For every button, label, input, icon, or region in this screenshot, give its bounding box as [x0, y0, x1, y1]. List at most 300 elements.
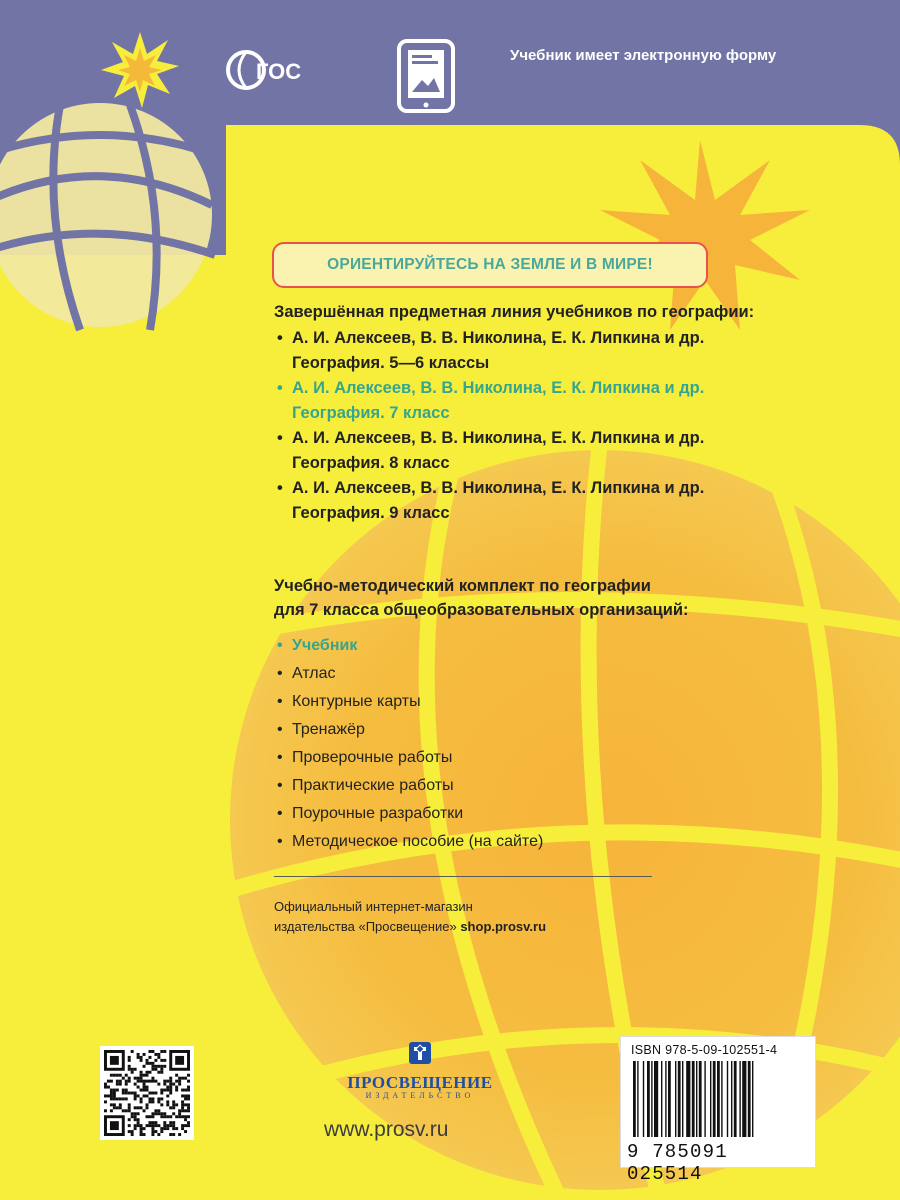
qr-module: [128, 1056, 131, 1059]
qr-module: [128, 1106, 131, 1109]
qr-module: [146, 1086, 149, 1089]
barcode-bar: [637, 1061, 638, 1137]
qr-module: [122, 1109, 125, 1112]
qr-module: [160, 1068, 163, 1071]
qr-module: [160, 1050, 163, 1053]
qr-module: [181, 1100, 184, 1103]
qr-module: [175, 1089, 178, 1092]
qr-module: [110, 1089, 113, 1092]
fgos-text: ГОС: [256, 59, 302, 84]
bullet: •: [277, 479, 283, 497]
bullet: •: [277, 721, 283, 738]
qr-module: [184, 1097, 187, 1100]
qr-module: [163, 1089, 166, 1092]
qr-module: [134, 1094, 137, 1097]
qr-module: [122, 1077, 125, 1080]
barcode-bar: [717, 1061, 720, 1137]
qr-module: [163, 1127, 166, 1130]
qr-module: [110, 1080, 113, 1083]
qr-module: [166, 1127, 169, 1130]
shop-line1: Официальный интернет-магазин: [274, 899, 473, 914]
qr-module: [146, 1106, 149, 1109]
qr-module: [125, 1097, 128, 1100]
qr-module: [113, 1094, 116, 1097]
barcode-bar: [704, 1061, 705, 1137]
qr-module: [128, 1077, 131, 1080]
qr-module: [148, 1100, 151, 1103]
qr-module: [163, 1080, 166, 1083]
qr-module: [157, 1124, 160, 1127]
qr-module: [172, 1100, 175, 1103]
barcode-bar: [651, 1061, 652, 1137]
qr-module: [151, 1127, 154, 1130]
qr-module: [148, 1062, 151, 1065]
barcode-bar: [696, 1061, 697, 1137]
qr-module: [154, 1121, 157, 1124]
qr-module: [154, 1092, 157, 1095]
qr-module: [146, 1089, 149, 1092]
qr-module: [154, 1109, 157, 1112]
qr-module: [163, 1065, 166, 1068]
book-item: [274, 326, 874, 376]
qr-module: [160, 1097, 163, 1100]
barcode-bar: [647, 1061, 650, 1137]
qr-module: [187, 1109, 190, 1112]
qr-module: [163, 1083, 166, 1086]
qr-module: [169, 1124, 172, 1127]
qr-module: [178, 1077, 181, 1080]
barcode-bar: [748, 1061, 751, 1137]
qr-module: [157, 1083, 160, 1086]
qr-module: [148, 1080, 151, 1083]
qr-module: [154, 1068, 157, 1071]
ean-digits: 9 785091 025514: [627, 1141, 728, 1185]
bullet: •: [277, 637, 283, 654]
kit-item-methodical: • Методическое пособие (на сайте): [274, 828, 874, 856]
book-title: География. 8 класс: [292, 454, 450, 472]
qr-module: [187, 1080, 190, 1083]
qr-module: [175, 1074, 178, 1077]
qr-module: [163, 1124, 166, 1127]
qr-module: [131, 1050, 134, 1053]
qr-module: [181, 1094, 184, 1097]
qr-module: [143, 1065, 146, 1068]
qr-module: [104, 1109, 107, 1112]
qr-module: [140, 1074, 143, 1077]
qr-module: [187, 1094, 190, 1097]
book-item: [274, 476, 874, 526]
qr-module: [184, 1124, 187, 1127]
qr-module: [151, 1068, 154, 1071]
qr-module: [128, 1065, 131, 1068]
qr-module: [181, 1115, 184, 1118]
bullet: •: [277, 749, 283, 766]
qr-module: [178, 1115, 181, 1118]
qr-module: [116, 1106, 119, 1109]
qr-module: [181, 1089, 184, 1092]
qr-module: [113, 1092, 116, 1095]
qr-module: [110, 1121, 119, 1130]
book-authors: А. И. Алексеев, В. В. Николина, Е. К. Липкина и др.: [292, 429, 705, 447]
barcode-bar: [678, 1061, 681, 1137]
qr-module: [160, 1130, 163, 1133]
qr-module: [143, 1127, 146, 1130]
qr-module: [113, 1103, 116, 1106]
qr-module: [148, 1115, 151, 1118]
book-authors: А. И. Алексеев, В. В. Николина, Е. К. Липкина и др.: [292, 329, 705, 347]
qr-module: [181, 1127, 184, 1130]
qr-module: [140, 1133, 143, 1136]
bullet: •: [277, 833, 283, 850]
qr-module: [181, 1109, 184, 1112]
kit-item-tests: • Проверочные работы: [274, 744, 874, 772]
qr-module: [166, 1124, 169, 1127]
book-item: [274, 426, 874, 476]
qr-module: [181, 1124, 184, 1127]
qr-module: [151, 1097, 154, 1100]
qr-module: [160, 1127, 163, 1130]
qr-module: [148, 1124, 151, 1127]
qr-module: [181, 1106, 184, 1109]
qr-code: [100, 1046, 194, 1140]
qr-module: [160, 1103, 163, 1106]
qr-module: [181, 1103, 184, 1106]
qr-module: [137, 1106, 140, 1109]
qr-module: [151, 1124, 154, 1127]
qr-module: [163, 1059, 166, 1062]
qr-module: [113, 1089, 116, 1092]
qr-module: [140, 1124, 143, 1127]
qr-module: [169, 1080, 172, 1083]
qr-module: [110, 1103, 113, 1106]
book-authors: А. И. Алексеев, В. В. Николина, Е. К. Липкина и др.: [292, 379, 705, 397]
qr-module: [160, 1112, 163, 1115]
qr-module: [113, 1097, 116, 1100]
qr-module: [122, 1092, 125, 1095]
qr-module: [122, 1097, 125, 1100]
qr-module: [107, 1080, 110, 1083]
qr-module: [140, 1097, 143, 1100]
qr-module: [154, 1124, 157, 1127]
qr-module: [154, 1130, 157, 1133]
qr-module: [137, 1121, 140, 1124]
qr-module: [163, 1112, 166, 1115]
qr-module: [175, 1127, 178, 1130]
qr-module: [146, 1115, 149, 1118]
qr-module: [172, 1083, 175, 1086]
qr-module: [154, 1059, 157, 1062]
bullet: •: [277, 777, 283, 794]
qr-module: [175, 1115, 178, 1118]
publisher-logo: [320, 1040, 520, 1100]
qr-module: [184, 1115, 187, 1118]
qr-module: [143, 1086, 146, 1089]
barcode-bar: [682, 1061, 683, 1137]
qr-module: [160, 1089, 163, 1092]
qr-module: [143, 1080, 146, 1083]
qr-module: [151, 1062, 154, 1065]
shop-info: [274, 897, 546, 937]
qr-module: [119, 1074, 122, 1077]
kit-heading-line2: для 7 класса общеобразовательных организаций:: [274, 601, 689, 619]
qr-module: [122, 1089, 125, 1092]
qr-module: [110, 1074, 113, 1077]
barcode-bar: [752, 1061, 753, 1137]
kit-item-atlas: • Атлас: [274, 660, 874, 688]
qr-module: [166, 1100, 169, 1103]
qr-module: [131, 1115, 134, 1118]
qr-module: [110, 1094, 113, 1097]
qr-module: [143, 1074, 146, 1077]
qr-module: [184, 1089, 187, 1092]
qr-module: [134, 1106, 137, 1109]
kit-heading: [274, 574, 874, 622]
qr-module: [131, 1068, 134, 1071]
qr-module: [166, 1089, 169, 1092]
sun-burst-icon: [100, 30, 180, 110]
qr-module: [172, 1133, 175, 1136]
bullet: •: [277, 805, 283, 822]
qr-module: [154, 1112, 157, 1115]
book-item-active: [274, 376, 874, 426]
qr-module: [151, 1100, 154, 1103]
qr-module: [166, 1103, 169, 1106]
slogan-box: [272, 242, 708, 288]
qr-module: [187, 1121, 190, 1124]
qr-module: [154, 1080, 157, 1083]
qr-module: [157, 1112, 160, 1115]
qr-module: [157, 1100, 160, 1103]
qr-module: [110, 1097, 113, 1100]
qr-module: [140, 1059, 143, 1062]
prosveshchenie-emblem-icon: [407, 1040, 433, 1066]
qr-module: [178, 1109, 181, 1112]
barcode-bar: [710, 1061, 711, 1137]
qr-module: [151, 1121, 154, 1124]
barcode-bar: [665, 1061, 666, 1137]
barcode-bar: [739, 1061, 740, 1137]
qr-module: [137, 1077, 140, 1080]
qr-module: [166, 1080, 169, 1083]
kit-list: [274, 632, 874, 856]
qr-module: [143, 1133, 146, 1136]
qr-module: [107, 1086, 110, 1089]
qr-module: [131, 1112, 134, 1115]
qr-module: [187, 1103, 190, 1106]
barcode-bar: [654, 1061, 658, 1137]
qr-module: [157, 1065, 160, 1068]
qr-module: [151, 1133, 154, 1136]
qr-module: [140, 1056, 143, 1059]
qr-module: [169, 1133, 172, 1136]
series-heading: Завершённая предметная линия учебников по географии:: [274, 303, 755, 321]
qr-module: [184, 1077, 187, 1080]
qr-module: [157, 1097, 160, 1100]
barcode-bar: [668, 1061, 671, 1137]
qr-module: [154, 1065, 157, 1068]
qr-module: [148, 1121, 151, 1124]
kit-item-contour-maps: • Контурные карты: [274, 688, 874, 716]
qr-module: [125, 1083, 128, 1086]
fgos-logo-icon: [222, 42, 302, 98]
qr-module: [131, 1092, 134, 1095]
barcode-bar: [721, 1061, 722, 1137]
qr-module: [140, 1077, 143, 1080]
qr-module: [128, 1103, 131, 1106]
barcode-bar: [734, 1061, 737, 1137]
qr-module: [148, 1056, 151, 1059]
qr-module: [134, 1068, 137, 1071]
qr-module: [175, 1103, 178, 1106]
qr-module: [157, 1056, 160, 1059]
qr-module: [104, 1094, 107, 1097]
qr-module: [172, 1127, 175, 1130]
qr-module: [119, 1106, 122, 1109]
qr-module: [148, 1097, 151, 1100]
qr-module: [116, 1080, 119, 1083]
qr-module: [140, 1080, 143, 1083]
qr-module: [110, 1109, 113, 1112]
qr-module: [146, 1071, 149, 1074]
qr-module: [169, 1106, 172, 1109]
qr-module: [146, 1094, 149, 1097]
qr-module: [151, 1050, 154, 1053]
qr-module: [172, 1112, 175, 1115]
qr-module: [184, 1130, 187, 1133]
qr-module: [160, 1115, 163, 1118]
bullet: •: [277, 429, 283, 447]
qr-module: [146, 1074, 149, 1077]
qr-module: [169, 1086, 172, 1089]
qr-module: [169, 1092, 172, 1095]
qr-module: [151, 1130, 154, 1133]
qr-module: [137, 1094, 140, 1097]
qr-module: [166, 1115, 169, 1118]
qr-module: [137, 1056, 140, 1059]
qr-module: [160, 1059, 163, 1062]
qr-module: [128, 1118, 131, 1121]
barcode-bar: [633, 1061, 636, 1137]
qr-module: [187, 1086, 190, 1089]
qr-module: [184, 1103, 187, 1106]
book-title: География. 7 класс: [292, 404, 450, 422]
qr-module: [134, 1118, 137, 1121]
qr-module: [143, 1083, 146, 1086]
barcode-bar: [713, 1061, 716, 1137]
shop-line2: издательства «Просвещение» shop.prosv.ru: [274, 919, 547, 934]
qr-module: [146, 1103, 149, 1106]
qr-module: [125, 1109, 128, 1112]
qr-module: [134, 1097, 137, 1100]
qr-module: [143, 1109, 146, 1112]
qr-module: [175, 1086, 178, 1089]
qr-module: [113, 1074, 116, 1077]
barcode-bar: [675, 1061, 676, 1137]
qr-module: [125, 1080, 128, 1083]
qr-module: [163, 1050, 166, 1053]
barcode-bar: [661, 1061, 662, 1137]
qr-module: [134, 1083, 137, 1086]
qr-module: [140, 1127, 143, 1130]
qr-module: [181, 1077, 184, 1080]
qr-module: [175, 1056, 184, 1065]
qr-module: [146, 1080, 149, 1083]
qr-module: [107, 1094, 110, 1097]
qr-module: [128, 1130, 131, 1133]
qr-module: [169, 1083, 172, 1086]
barcode-bar: [731, 1061, 732, 1137]
qr-module: [151, 1065, 154, 1068]
qr-module: [134, 1127, 137, 1130]
qr-module: [169, 1121, 172, 1124]
barcode-bar: [727, 1061, 728, 1137]
qr-module: [134, 1112, 137, 1115]
qr-module: [131, 1130, 134, 1133]
electronic-form-notice: Учебник имеет электронную форму: [510, 47, 777, 64]
qr-module: [178, 1080, 181, 1083]
book-authors: А. И. Алексеев, В. В. Николина, Е. К. Липкина и др.: [292, 479, 705, 497]
qr-module: [140, 1089, 143, 1092]
kit-item-trainer: • Тренажёр: [274, 716, 874, 744]
qr-module: [134, 1124, 137, 1127]
book-series-list: [274, 326, 874, 526]
qr-module: [116, 1083, 119, 1086]
qr-module: [175, 1080, 178, 1083]
book-title: География. 9 класс: [292, 504, 450, 522]
qr-module: [157, 1071, 160, 1074]
qr-module: [134, 1077, 137, 1080]
qr-module: [110, 1092, 113, 1095]
qr-module: [137, 1124, 140, 1127]
qr-module: [137, 1053, 140, 1056]
barcode-bar: [692, 1061, 695, 1137]
qr-module: [143, 1053, 146, 1056]
shop-link[interactable]: shop.prosv.ru: [460, 919, 547, 934]
qr-module: [137, 1118, 140, 1121]
qr-module: [146, 1059, 149, 1062]
qr-module: [148, 1092, 151, 1095]
barcode-bar: [643, 1061, 644, 1137]
divider: [274, 876, 652, 877]
slogan-text: ОРИЕНТИРУЙТЕСЬ НА ЗЕМЛЕ И В МИРЕ!: [327, 256, 653, 273]
qr-module: [160, 1092, 163, 1095]
qr-module: [140, 1106, 143, 1109]
bullet: •: [277, 379, 283, 397]
qr-module: [140, 1100, 143, 1103]
qr-module: [140, 1071, 143, 1074]
tablet-icon: [396, 38, 456, 114]
qr-module: [125, 1092, 128, 1095]
qr-module: [157, 1053, 160, 1056]
qr-module: [113, 1106, 116, 1109]
qr-module: [131, 1071, 134, 1074]
qr-module: [128, 1059, 131, 1062]
qr-module: [172, 1103, 175, 1106]
qr-module: [134, 1092, 137, 1095]
bullet: •: [277, 665, 283, 682]
qr-module: [125, 1089, 128, 1092]
main-content: [274, 300, 874, 856]
qr-module: [128, 1068, 131, 1071]
qr-module: [163, 1115, 166, 1118]
publisher-subtitle: ИЗДАТЕЛЬСТВО: [365, 1091, 475, 1100]
qr-module: [143, 1094, 146, 1097]
qr-module: [128, 1124, 131, 1127]
qr-module: [172, 1124, 175, 1127]
qr-module: [116, 1089, 119, 1092]
qr-module: [104, 1100, 107, 1103]
publisher-website[interactable]: www.prosv.ru: [324, 1118, 449, 1141]
